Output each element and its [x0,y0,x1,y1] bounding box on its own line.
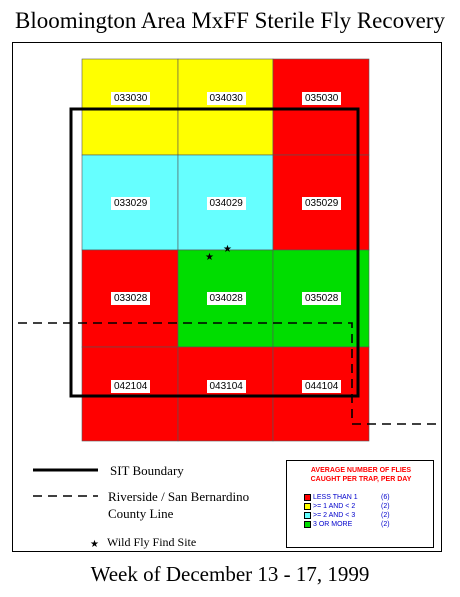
flies-legend-title-line-2: CAUGHT PER TRAP, PER DAY [310,476,412,483]
legend-row-count: (2) [381,512,390,519]
flies-legend-row [313,493,390,502]
grid-cell-033030 [82,59,178,155]
grid-cell-label: 034030 [207,92,246,105]
flies-legend-title-line-1: AVERAGE NUMBER OF FLIES [310,467,412,474]
legend-row-label: LESS THAN 1 [313,494,358,501]
grid-cell-043104 [178,347,273,441]
grid-cell-044104 [273,347,369,441]
sit-boundary-legend-label: SIT Boundary [110,463,184,478]
legend-row-count: (2) [381,503,390,510]
legend-row-count: (6) [381,494,390,501]
legend-swatch [304,521,311,528]
wild-fly-site-1: ★ [205,252,214,263]
grid-cell-label: 033029 [111,197,150,210]
grid-cell-034030 [178,59,273,155]
map-title: Bloomington Area MxFF Sterile Fly Recovery [15,8,445,33]
wild-fly-site-2: ★ [223,244,232,255]
flies-legend-row [313,520,390,529]
grid-cell-label: 035029 [302,197,341,210]
grid-cell-label: 034028 [207,292,246,305]
county-line-legend-label-1: Riverside / San Bernardino [108,489,250,504]
grid-cell-label: 043104 [207,380,246,393]
grid-cell-035030 [273,59,369,155]
legend-row-label: 3 OR MORE [313,521,353,528]
legend-row-label: >= 2 AND < 3 [313,512,356,519]
grid-cell-label: 033030 [111,92,150,105]
legend-row-label: >= 1 AND < 2 [313,503,356,510]
grid-cell-label: 033028 [111,292,150,305]
legend-row-count: (2) [381,521,390,528]
legend-swatch [304,512,311,519]
grid-cell-label: 035030 [302,92,341,105]
legend-swatch [304,494,311,501]
county-line-legend-label-2: County Line [108,506,174,521]
flies-legend-row [313,511,390,520]
grid-cell-label: 042104 [111,380,150,393]
grid-cell-label: 044104 [302,380,341,393]
map-subtitle: Week of December 13 - 17, 1999 [90,562,370,586]
wild-fly-legend-label: Wild Fly Find Site [107,535,197,549]
flies-legend-title [287,466,435,484]
flies-legend [286,460,434,548]
grid-cell-042104 [82,347,178,441]
legend-swatch [304,503,311,510]
flies-legend-row [313,502,390,511]
wild-fly-legend-icon: ★ [90,539,99,550]
grid-cell-label: 034029 [207,197,246,210]
grid-cell-label: 035028 [302,292,341,305]
